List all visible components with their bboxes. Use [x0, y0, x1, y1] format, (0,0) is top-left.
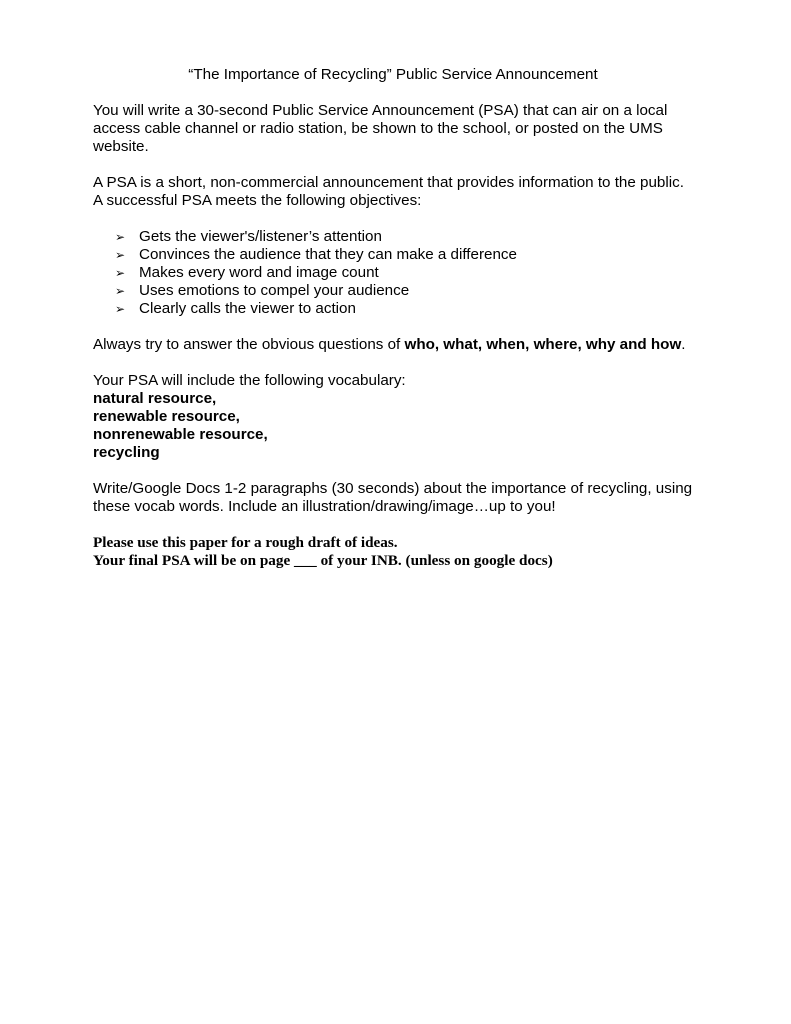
questions-prefix: Always try to answer the obvious questions of	[93, 336, 405, 353]
vocab-term: renewable resource,	[93, 408, 240, 425]
objective-text: Clearly calls the viewer to action	[139, 300, 356, 317]
intro-paragraph: You will write a 30-second Public Service Announcement (PSA) that can air on a local access cable channel or radio station, be shown to the school, or posted on the UMS website.	[93, 102, 668, 155]
vocab-term: natural resource,	[93, 390, 217, 407]
list-item	[115, 246, 693, 264]
objectives-list	[93, 228, 693, 318]
list-item	[115, 264, 693, 282]
spacer	[93, 156, 693, 174]
draft-note: Please use this paper for a rough draft of ideas.	[93, 534, 398, 551]
list-item	[115, 300, 693, 318]
objectives-intro: A successful PSA meets the following objectives:	[93, 192, 422, 209]
arrow-bullet-icon: ➢	[115, 248, 126, 262]
vocab-term: nonrenewable resource,	[93, 426, 268, 443]
list-item	[115, 228, 693, 246]
objective-text: Gets the viewer's/listener’s attention	[139, 228, 382, 245]
spacer	[93, 516, 693, 534]
spacer	[93, 354, 693, 372]
objective-text: Makes every word and image count	[139, 264, 379, 281]
objective-text: Convinces the audience that they can make a difference	[139, 246, 517, 263]
objective-text: Uses emotions to compel your audience	[139, 282, 410, 299]
list-item	[115, 282, 693, 300]
vocab-intro: Your PSA will include the following vocabulary:	[93, 372, 406, 389]
final-page-note: Your final PSA will be on page ___ of your INB. (unless on google docs)	[93, 552, 553, 569]
vocab-term: recycling	[93, 444, 160, 461]
spacer	[93, 318, 693, 336]
questions-bold: who, what, when, where, why and how	[404, 336, 682, 353]
spacer	[93, 210, 693, 228]
arrow-bullet-icon: ➢	[115, 230, 126, 244]
arrow-bullet-icon: ➢	[115, 302, 126, 316]
arrow-bullet-icon: ➢	[115, 284, 126, 298]
questions-suffix: .	[681, 336, 686, 353]
spacer	[93, 462, 693, 480]
questions-paragraph	[93, 336, 693, 354]
spacer	[93, 84, 693, 102]
document-title: “The Importance of Recycling” Public Service Announcement	[188, 66, 598, 83]
psa-definition: A PSA is a short, non-commercial announcement that provides information to the public.	[93, 174, 684, 191]
document-body	[93, 66, 693, 570]
arrow-bullet-icon: ➢	[115, 266, 126, 280]
task-paragraph: Write/Google Docs 1-2 paragraphs (30 seconds) about the importance of recycling, using these vocab words. Include an illustration/drawing/image…up to you!	[93, 480, 693, 515]
